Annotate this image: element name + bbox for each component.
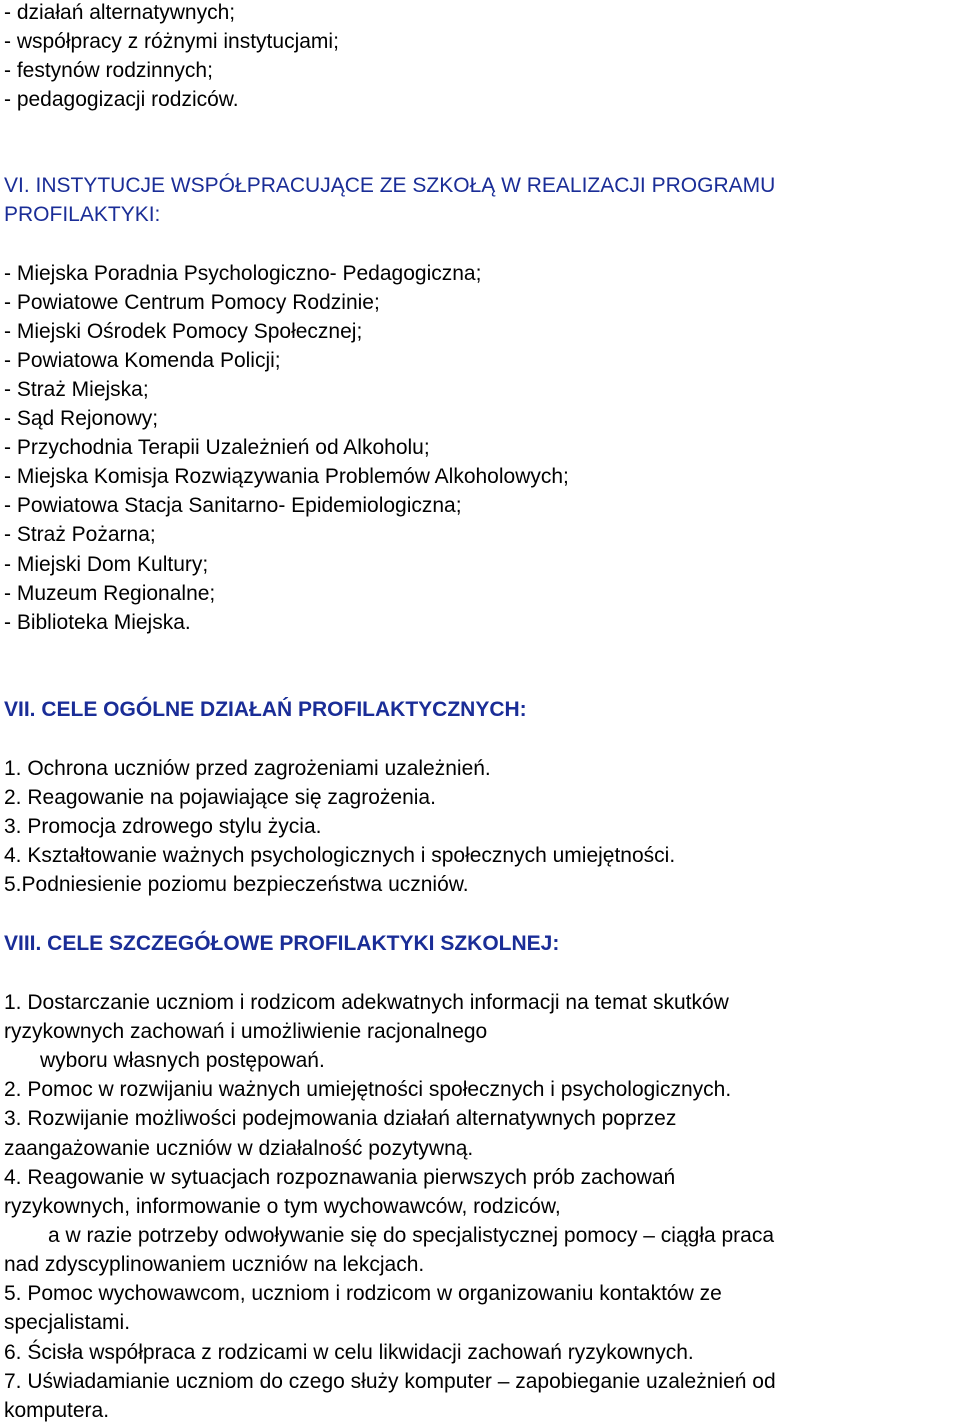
paragraph-line: komputera. <box>4 1399 110 1422</box>
list-item: - Powiatowa Komenda Policji; <box>4 349 281 372</box>
list-item: 5.Podniesienie poziomu bezpieczeństwa uczniów. <box>4 873 469 896</box>
list-item: 3. Promocja zdrowego stylu życia. <box>4 815 322 838</box>
list-item: - Sąd Rejonowy; <box>4 407 159 430</box>
list-item: - Biblioteka Miejska. <box>4 611 191 634</box>
paragraph-line: zaangażowanie uczniów w działalność pozytywną. <box>4 1137 474 1160</box>
intro-item: - współpracy z różnymi instytucjami; <box>4 30 339 53</box>
section-6-title: VI. INSTYTUCJE WSPÓŁPRACUJĄCE ZE SZKOŁĄ W REALIZACJI PROGRAMU <box>4 174 776 197</box>
list-item: 2. Reagowanie na pojawiające się zagrożenia. <box>4 786 436 809</box>
list-item: - Przychodnia Terapii Uzależnień od Alkoholu; <box>4 436 430 459</box>
list-item: - Powiatowe Centrum Pomocy Rodzinie; <box>4 291 380 314</box>
list-item: - Miejska Poradnia Psychologiczno- Pedagogiczna; <box>4 262 482 285</box>
list-item: - Powiatowa Stacja Sanitarno- Epidemiologiczna; <box>4 494 462 517</box>
intro-item: - festynów rodzinnych; <box>4 59 213 82</box>
list-item: - Miejska Komisja Rozwiązywania Problemów Alkoholowych; <box>4 465 569 488</box>
paragraph-line: 2. Pomoc w rozwijaniu ważnych umiejętności społecznych i psychologicznych. <box>4 1078 732 1101</box>
paragraph-line: 4. Reagowanie w sytuacjach rozpoznawania pierwszych prób zachowań <box>4 1166 676 1189</box>
paragraph-line: a w razie potrzeby odwoływanie się do specjalistycznej pomocy – ciągła praca <box>48 1224 775 1247</box>
list-item: - Miejski Dom Kultury; <box>4 553 209 576</box>
list-item: - Straż Pożarna; <box>4 523 156 546</box>
paragraph-line: nad zdyscyplinowaniem uczniów na lekcjach. <box>4 1253 425 1276</box>
list-item: - Straż Miejska; <box>4 378 149 401</box>
paragraph-line: 7. Uświadamianie uczniom do czego służy komputer – zapobieganie uzależnień od <box>4 1370 776 1393</box>
paragraph-line: ryzykownych zachowań i umożliwienie racjonalnego <box>4 1020 488 1043</box>
list-item: 1. Ochrona uczniów przed zagrożeniami uzależnień. <box>4 757 491 780</box>
paragraph-line: ryzykownych, informowanie o tym wychowawców, rodziców, <box>4 1195 561 1218</box>
section-7-title: VII. CELE OGÓLNE DZIAŁAŃ PROFILAKTYCZNYCH: <box>4 698 527 721</box>
paragraph-line: 5. Pomoc wychowawcom, uczniom i rodzicom w organizowaniu kontaktów ze <box>4 1282 722 1305</box>
section-6-title-cont: PROFILAKTYKI: <box>4 203 161 226</box>
paragraph-line: 6. Ścisła współpraca z rodzicami w celu likwidacji zachowań ryzykownych. <box>4 1341 694 1364</box>
intro-item: - pedagogizacji rodziców. <box>4 88 239 111</box>
list-item: 4. Kształtowanie ważnych psychologicznych i społecznych umiejętności. <box>4 844 676 867</box>
intro-item: - działań alternatywnych; <box>4 1 236 24</box>
paragraph-line: 1. Dostarczanie uczniom i rodzicom adekwatnych informacji na temat skutków <box>4 991 729 1014</box>
list-item: - Muzeum Regionalne; <box>4 582 216 605</box>
section-8-title: VIII. CELE SZCZEGÓŁOWE PROFILAKTYKI SZKOLNEJ: <box>4 932 560 955</box>
paragraph-line: wyboru własnych postępowań. <box>40 1049 325 1072</box>
paragraph-line: specjalistami. <box>4 1311 131 1334</box>
list-item: - Miejski Ośrodek Pomocy Społecznej; <box>4 320 363 343</box>
paragraph-line: 3. Rozwijanie możliwości podejmowania działań alternatywnych poprzez <box>4 1107 677 1130</box>
